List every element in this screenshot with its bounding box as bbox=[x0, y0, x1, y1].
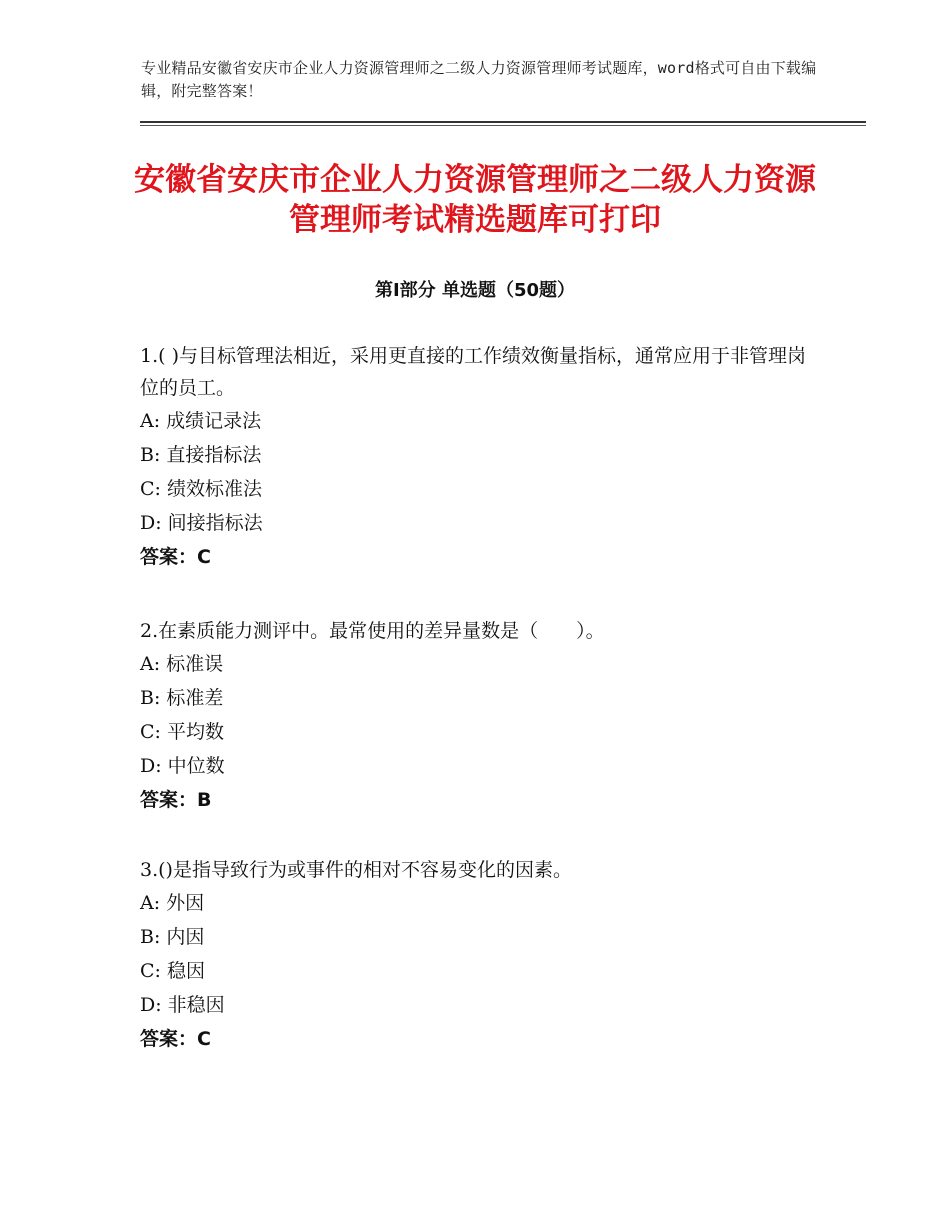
option-a: A: 标准误 bbox=[140, 653, 224, 675]
question-3 bbox=[140, 854, 820, 1056]
option-d: D: 非稳因 bbox=[140, 994, 225, 1016]
section-title: 第Ⅰ部分 单选题（50题） bbox=[374, 280, 575, 301]
option-c: C: 稳因 bbox=[140, 960, 205, 982]
option-a: A: 成绩记录法 bbox=[140, 410, 262, 432]
header-note: 专业精品安徽省安庆市企业人力资源管理师之二级人力资源管理师考试题库，word格式可自由下载编辑，附完整答案！ bbox=[141, 59, 817, 100]
question-stem: 1.( )与目标管理法相近，采用更直接的工作绩效衡量指标，通常应用于非管理岗位的员工。 bbox=[140, 345, 806, 399]
option-b: B: 内因 bbox=[140, 926, 205, 948]
question-stem: 3.()是指导致行为或事件的相对不容易变化的因素。 bbox=[140, 859, 572, 881]
answer: 答案：C bbox=[140, 546, 211, 568]
option-d: D: 中位数 bbox=[140, 755, 225, 777]
option-a: A: 外因 bbox=[140, 892, 205, 914]
question-2 bbox=[140, 615, 820, 817]
option-c: C: 平均数 bbox=[140, 721, 224, 743]
option-c: C: 绩效标准法 bbox=[140, 478, 262, 500]
document-title: 安徽省安庆市企业人力资源管理师之二级人力资源管理师考试精选题库可打印 bbox=[134, 162, 816, 238]
header-divider-thick bbox=[140, 121, 866, 123]
question-1 bbox=[140, 340, 820, 574]
header-divider-thin bbox=[140, 125, 866, 126]
answer: 答案：B bbox=[140, 789, 212, 811]
option-b: B: 直接指标法 bbox=[140, 444, 262, 466]
question-stem: 2.在素质能力测评中。最常使用的差异量数是（ ）。 bbox=[140, 620, 605, 642]
option-b: B: 标准差 bbox=[140, 687, 224, 709]
answer: 答案：C bbox=[140, 1028, 211, 1050]
option-d: D: 间接指标法 bbox=[140, 512, 263, 534]
